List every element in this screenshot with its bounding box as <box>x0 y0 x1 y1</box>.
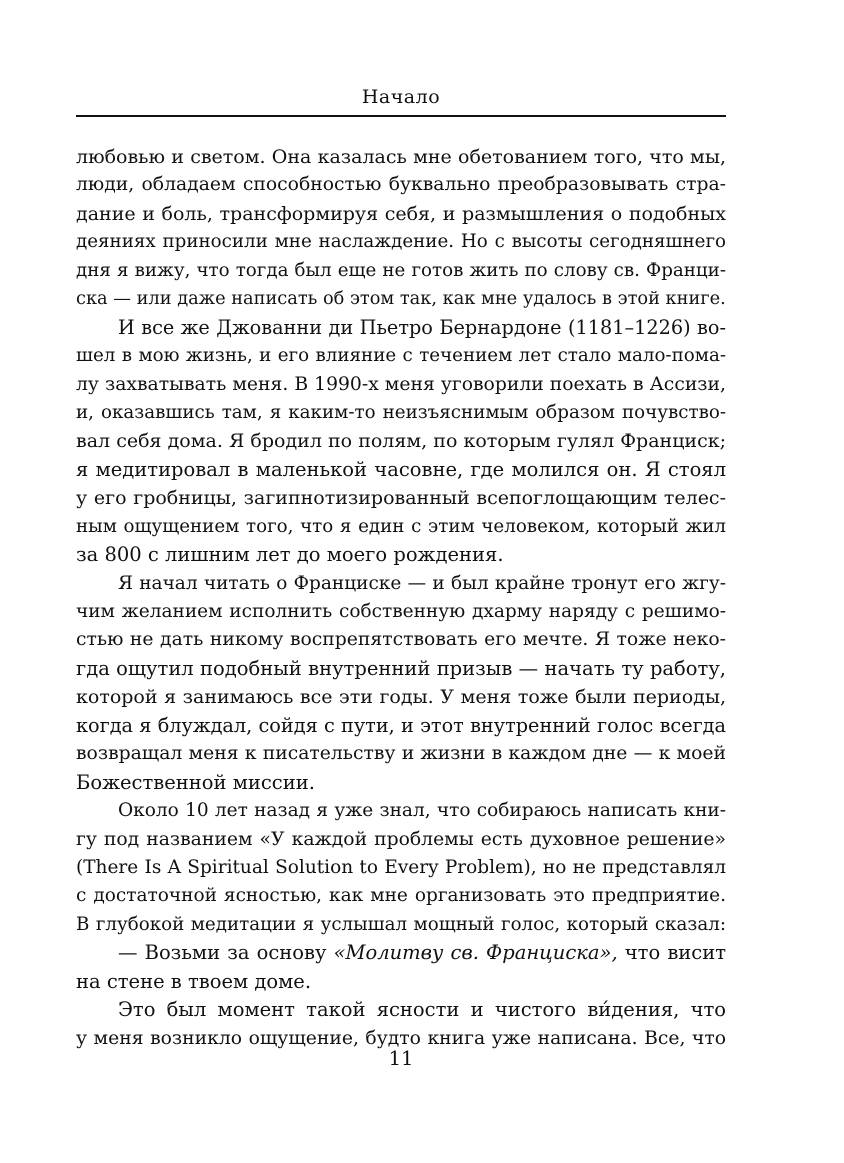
running-head: Начало <box>361 86 441 108</box>
text-line: любовью и светом. Она казалась мне обетованием того, что мы, <box>76 146 726 168</box>
prayer-title: «Молитву св. Франциска», <box>333 941 618 965</box>
text-line: Около 10 лет назад я уже знал, что собираюсь написать кни- <box>118 800 726 822</box>
text-line: ска — или даже написать об этом так, как мне удалось в этой книге. <box>76 289 726 310</box>
text-line: возвращал меня к писательству и жизни в каждом дне — к моей <box>76 743 726 765</box>
dialogue-text: что висит <box>624 941 726 965</box>
text-line: (There Is A Spiritual Solution to Every Problem), но не представлял <box>76 856 726 878</box>
text-line: Божественной миссии. <box>76 770 315 794</box>
text-line: которой я занимаюсь все эти годы. У меня тоже были периоды, <box>76 686 726 709</box>
text-line: когда я блуждал, сойдя с пути, и этот внутренний голос всегда <box>76 713 726 737</box>
text-line: вал себя дома. Я бродил по полям, по которым гулял Франциск; <box>76 430 726 453</box>
text-line: у его гробницы, загипнотизированный всепоглощающим телес- <box>76 487 726 510</box>
text-line: гда ощутил подобный внутренний призыв — начать ту работу, <box>76 656 726 680</box>
text-line: и, оказавшись там, я каким-то неизъяснимым образом почувство- <box>76 401 726 423</box>
text-line: лу захватывать меня. В 1990-х меня уговорили поехать в Ассизи, <box>76 373 726 395</box>
text-line: В глубокой медитации я услышал мощный голос, который сказал: <box>76 913 726 935</box>
text-line: гу под названием «У каждой проблемы есть духовное решение» <box>76 828 726 850</box>
page-number: 11 <box>388 1047 414 1070</box>
text-block <box>76 143 726 1053</box>
text-line: я медитировал в маленькой часовне, где молился он. Я стоял <box>76 457 726 481</box>
text-line: у меня возникло ощущение, будто книга уже написана. Все, что <box>76 1027 726 1049</box>
text-line: люди, обладаем способностью буквально преобразовывать стра- <box>76 174 726 196</box>
text-line: с достаточной ясностью, как мне организовать это предприятие. <box>76 885 726 907</box>
text-line: деяниях приносили мне наслаждение. Но с высоты сегодняшнего <box>76 231 726 253</box>
text-line: шел в мою жизнь, и его влияние с течением лет стало мало-пома- <box>76 345 726 367</box>
text-line: Я начал читать о Франциске — и был крайне тронут его жгу- <box>118 572 726 594</box>
dialogue-text: — Возьми за основу <box>118 941 327 965</box>
text-line: за 800 с лишним лет до моего рождения. <box>76 543 504 567</box>
header-rule <box>76 115 726 117</box>
text-line: стью не дать никому воспрепятствовать его мечте. Я тоже неко- <box>76 629 726 651</box>
text-line: дание и боль, трансформируя себя, и размышления о подобных <box>76 202 726 225</box>
text-line: ным ощущением того, что я един с этим человеком, который жил <box>76 515 726 537</box>
text-line <box>76 939 726 967</box>
text-line: Это был момент такой ясности и чистого ви́дения, что <box>118 998 726 1022</box>
text-line: чим желанием исполнить собственную дхарму наряду с решимо- <box>76 601 726 622</box>
text-line: дня я вижу, что тогда был еще не готов жить по слову св. Франци- <box>76 259 726 281</box>
text-line: на стене в твоем доме. <box>76 969 312 993</box>
text-line: И все же Джованни ди Пьетро Бернардоне (1181–1226) во- <box>118 315 726 339</box>
